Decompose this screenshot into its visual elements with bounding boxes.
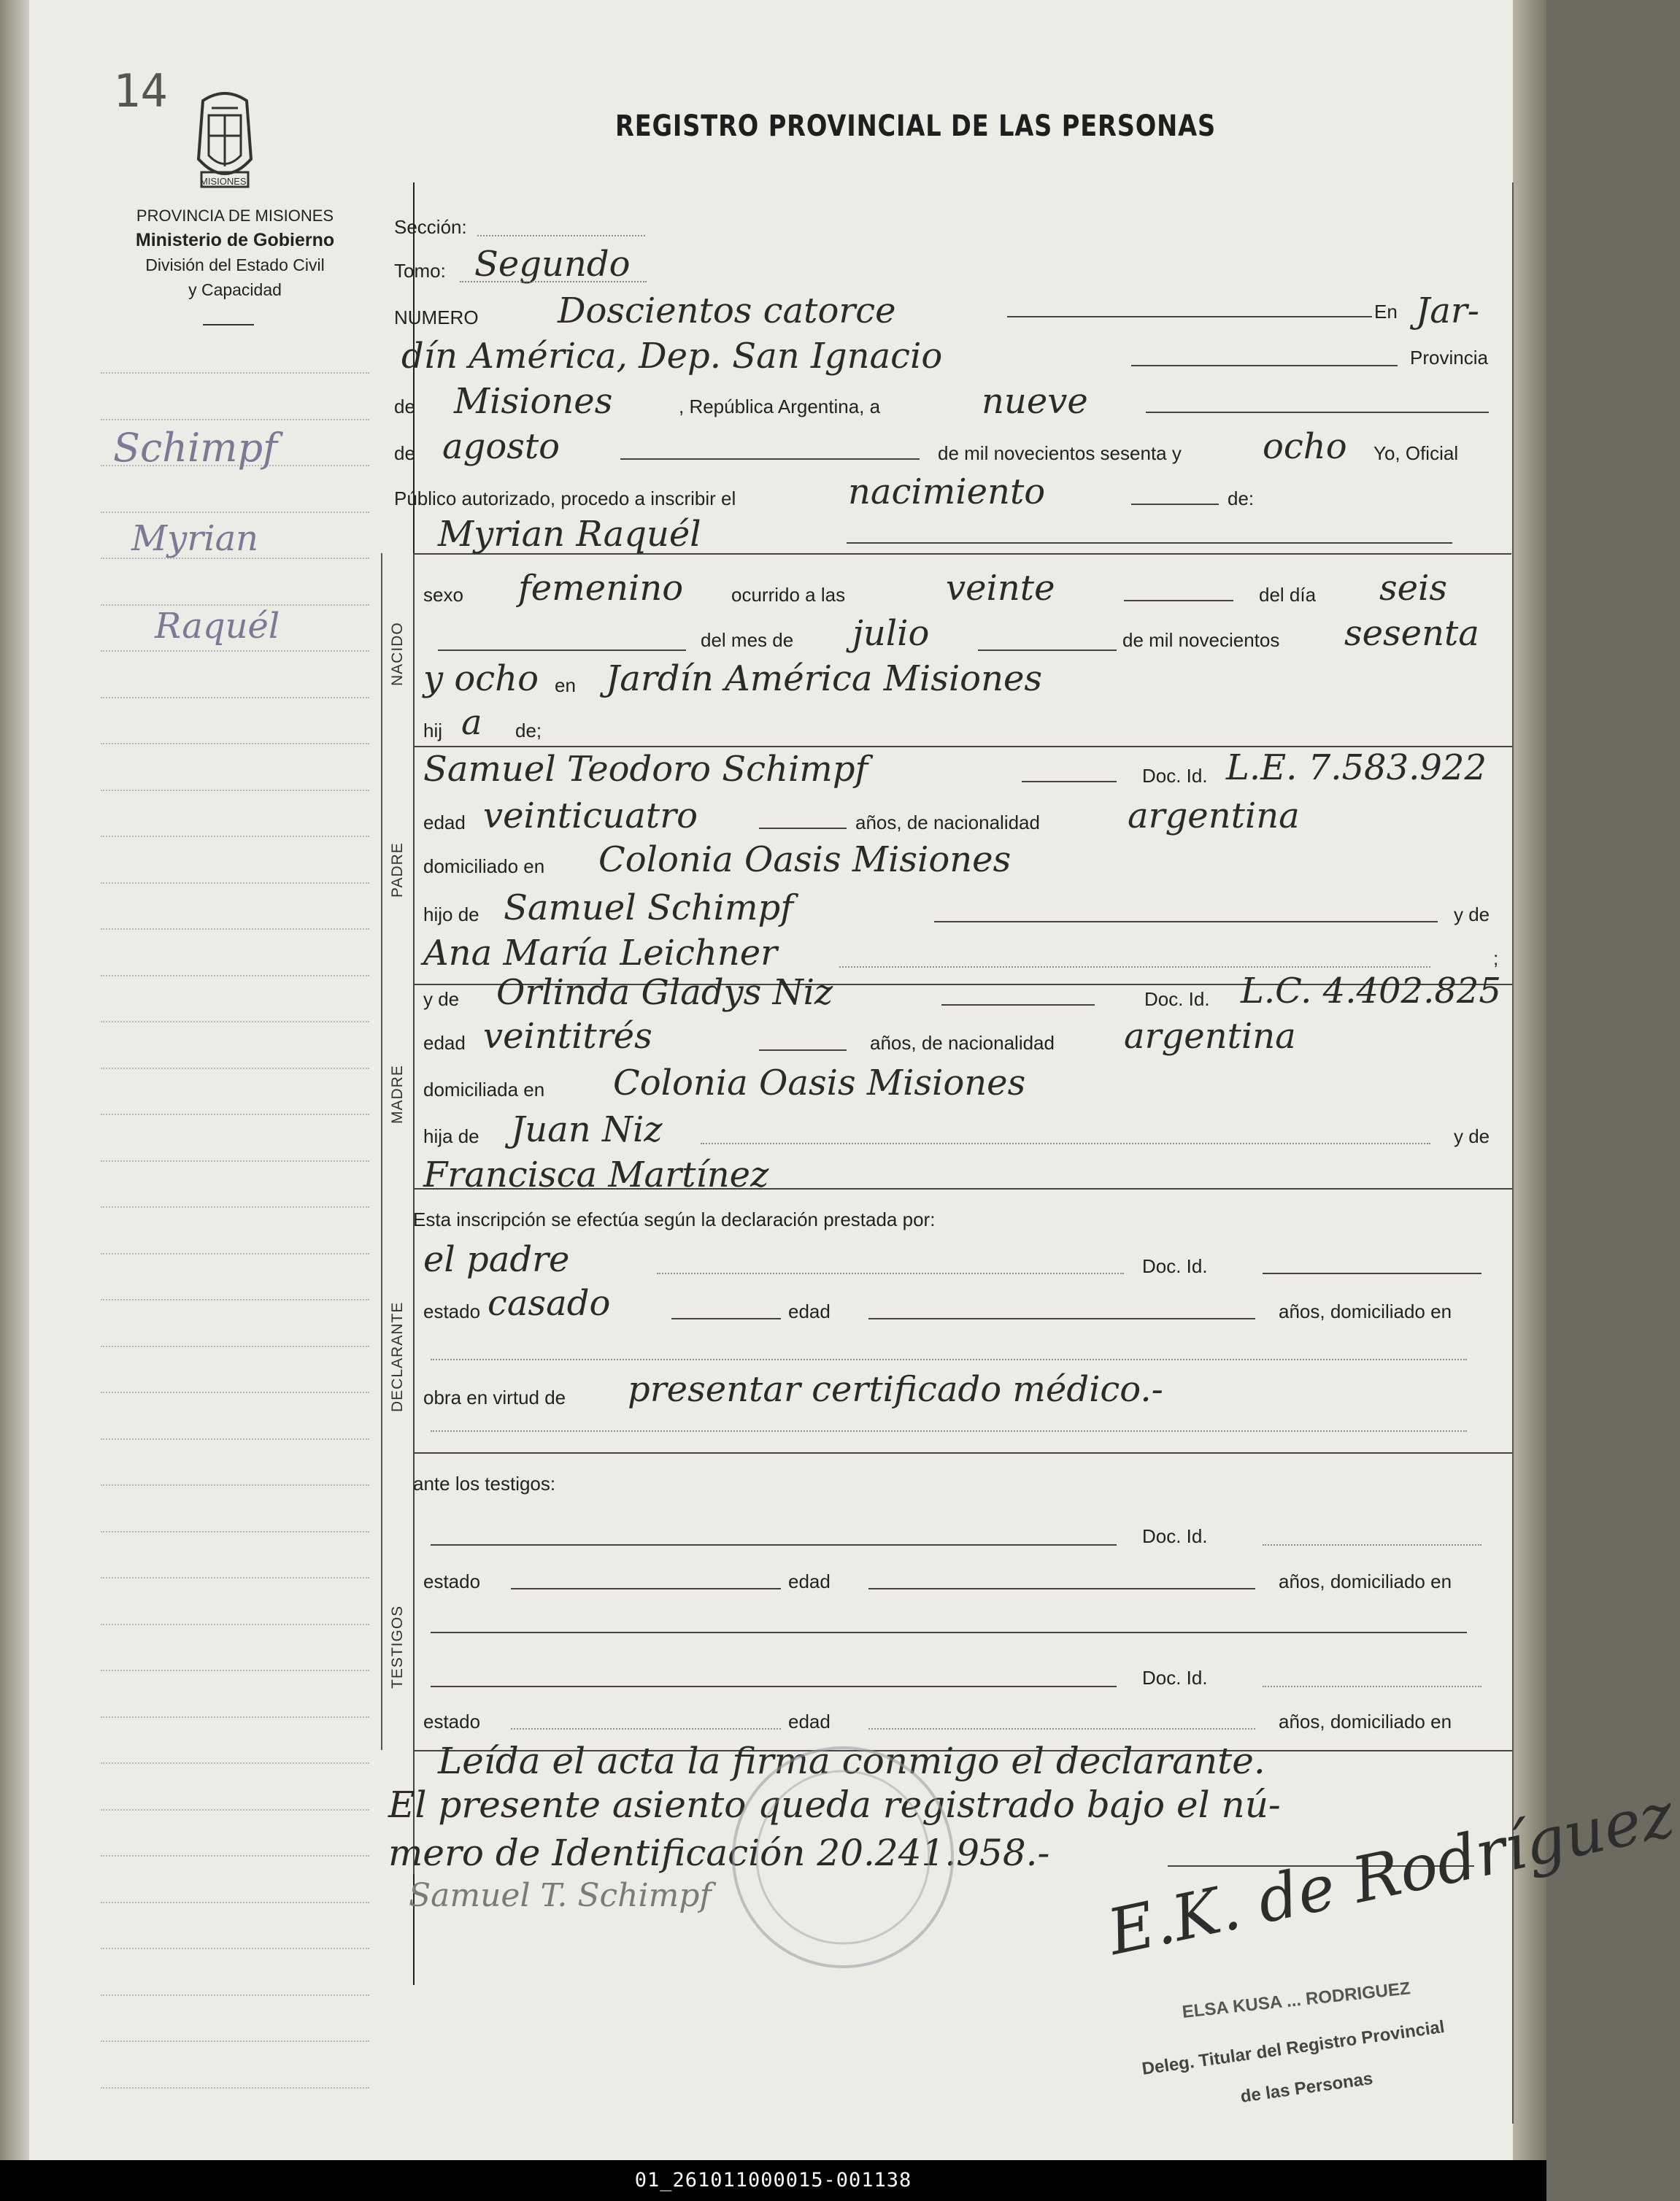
label-de-mil-nov: de mil novecientos xyxy=(1122,629,1280,651)
official-seal-stamp xyxy=(723,1737,963,1978)
value-padre-madre: Ana María Leichner xyxy=(423,933,778,974)
label-testigo2-anos: años, domiciliado en xyxy=(1279,1711,1452,1732)
value-lugar-2: dín América, Dep. San Ignacio xyxy=(401,336,943,377)
label-numero: NUMERO xyxy=(394,307,479,328)
margin-rule-line xyxy=(101,1114,369,1115)
side-label-madre-text: MADRE xyxy=(389,1065,406,1124)
margin-rule-line xyxy=(101,1346,369,1347)
office-divider xyxy=(203,324,254,325)
field-line-mes xyxy=(620,458,920,460)
label-decl-estado: estado xyxy=(423,1300,481,1322)
value-sexo: femenino xyxy=(518,568,684,609)
office-header xyxy=(101,204,369,302)
value-provincia: Misiones xyxy=(454,381,613,422)
margin-rule-line xyxy=(101,882,369,884)
value-anio: ocho xyxy=(1263,426,1347,467)
value-madre-nac: argentina xyxy=(1124,1016,1296,1057)
label-tomo: Tomo: xyxy=(394,260,446,282)
label-ante-testigos: ante los testigos: xyxy=(413,1473,556,1495)
margin-rule-line xyxy=(101,1994,369,1996)
seal-text: MISIONES xyxy=(200,176,247,187)
margin-note-name-2: Raquél xyxy=(155,606,280,647)
label-madre-anos: años, de nacionalidad xyxy=(870,1032,1055,1054)
margin-rule-line xyxy=(101,2087,369,2089)
margin-note-surname: Schimpf xyxy=(113,425,278,471)
label-semicolon: ; xyxy=(1493,947,1499,969)
file-id-footer: 01_261011000015-001138 xyxy=(0,2160,1546,2201)
signature-oficial: E.K. de Rodríguez xyxy=(1101,1778,1680,1970)
label-madre-y-de: y de xyxy=(423,988,460,1010)
margin-rule-line xyxy=(101,1762,369,1764)
field-line-obra xyxy=(431,1430,1467,1432)
label-obra: obra en virtud de xyxy=(423,1387,566,1408)
margin-rule-line xyxy=(101,2040,369,2042)
value-anio-nac-2: y ocho xyxy=(423,658,539,699)
field-line-testigo1-edad xyxy=(868,1588,1255,1589)
field-line-testigo2-estado xyxy=(511,1728,781,1730)
margin-rule-line xyxy=(101,1624,369,1625)
margin-rule-line xyxy=(101,1299,369,1300)
label-en: En xyxy=(1374,301,1398,323)
page-number: 14 xyxy=(113,64,168,117)
stamp-line-1: ELSA KUSA ... RODRIGUEZ xyxy=(1181,1978,1411,2022)
margin-rule-line xyxy=(101,1670,369,1671)
value-acto: nacimiento xyxy=(848,471,1046,512)
field-line-dia xyxy=(1146,412,1489,413)
margin-rule-line xyxy=(101,419,369,420)
field-line-nombre xyxy=(847,542,1452,544)
margin-rule-line xyxy=(101,1438,369,1440)
margin-rule-line xyxy=(101,1021,369,1022)
value-madre-edad: veintitrés xyxy=(483,1016,652,1057)
field-line-padre-padre xyxy=(934,921,1438,922)
margin-rule-line xyxy=(101,1902,369,1903)
office-line-1: PROVINCIA DE MISIONES xyxy=(136,207,334,225)
label-hij: hij xyxy=(423,720,443,741)
field-line-padre-nombre xyxy=(1022,781,1117,782)
label-madre-edad: edad xyxy=(423,1032,466,1054)
label-padre-anos: años, de nacionalidad xyxy=(855,812,1040,833)
field-line-hora xyxy=(1124,600,1233,601)
label-provincia: Provincia xyxy=(1410,347,1488,369)
field-line-testigo1-doc xyxy=(1263,1544,1481,1546)
label-del-mes: del mes de xyxy=(701,629,794,651)
label-decl-anos: años, domiciliado en xyxy=(1279,1300,1452,1322)
declarante-divider xyxy=(413,1452,1512,1454)
office-line-4: y Capacidad xyxy=(188,280,282,299)
label-madre-doc: Doc. Id. xyxy=(1144,988,1210,1010)
value-madre-doc: L.C. 4.402.825 xyxy=(1241,971,1501,1011)
margin-rule-line xyxy=(101,650,369,652)
label-madre-dom: domiciliada en xyxy=(423,1079,545,1100)
value-hij-suffix: a xyxy=(461,702,482,743)
field-line-testigo1-estado xyxy=(511,1588,781,1589)
side-label-declarante-text: DECLARANTE xyxy=(389,1301,406,1412)
field-line-madre-padre xyxy=(701,1143,1430,1144)
margin-rule-line xyxy=(101,1160,369,1162)
field-line-testigo1-dom xyxy=(431,1632,1467,1633)
field-line-pre-mes xyxy=(438,649,686,651)
label-de-mes: de xyxy=(394,442,415,464)
book-spine xyxy=(0,0,29,2160)
value-nombre: Myrian Raquél xyxy=(438,514,701,555)
value-lugar-1: Jar- xyxy=(1416,290,1480,331)
label-yo-oficial: Yo, Oficial xyxy=(1373,442,1459,464)
value-madre-dom: Colonia Oasis Misiones xyxy=(613,1063,1026,1103)
field-line-madre-nombre xyxy=(941,1004,1095,1006)
field-line-testigo2 xyxy=(431,1686,1117,1687)
value-madre-padre: Juan Niz xyxy=(511,1109,663,1150)
closing-line-1: Leída el acta la firma conmigo el declarante. xyxy=(438,1740,1265,1782)
field-line-padre-madre xyxy=(839,966,1430,968)
label-padre-y-de: y de xyxy=(1454,903,1490,925)
field-line-decl-dom xyxy=(431,1359,1467,1360)
field-line-testigo2-edad xyxy=(868,1728,1255,1730)
value-padre-nombre: Samuel Teodoro Schimpf xyxy=(423,749,868,790)
label-padre-hijo-de: hijo de xyxy=(423,903,479,925)
signature-declarante: Samuel T. Schimpf xyxy=(409,1877,712,1914)
office-line-3: División del Estado Civil xyxy=(145,255,325,274)
value-anio-nac-1: sesenta xyxy=(1344,613,1479,654)
label-de-semi: de; xyxy=(515,720,542,741)
margin-rule-line xyxy=(101,1253,369,1254)
label-padre-edad: edad xyxy=(423,812,466,833)
margin-rule-line xyxy=(101,1206,369,1208)
field-line-mes-nac xyxy=(978,649,1117,651)
label-testigo2-doc: Doc. Id. xyxy=(1142,1667,1208,1689)
field-line-lugar xyxy=(1131,365,1398,366)
margin-rule-line xyxy=(101,512,369,513)
field-line-testigo2-doc xyxy=(1263,1686,1481,1687)
margin-rule-line xyxy=(101,1948,369,1949)
value-obra: presentar certificado médico.- xyxy=(628,1369,1163,1410)
margin-rule-line xyxy=(101,1484,369,1486)
margin-rule-line xyxy=(101,372,369,374)
stamp-line-3: de las Personas xyxy=(1239,2068,1374,2107)
label-seccion: Sección: xyxy=(394,216,467,238)
section-label-column xyxy=(381,553,382,1750)
office-line-2: Ministerio de Gobierno xyxy=(135,230,335,250)
field-line-numero xyxy=(1007,316,1372,317)
label-sexo: sexo xyxy=(423,584,463,606)
label-testigo1-estado: estado xyxy=(423,1570,481,1592)
margin-rule-line xyxy=(101,1716,369,1718)
stamp-line-2: Deleg. Titular del Registro Provincial xyxy=(1141,2016,1446,2079)
label-decl-doc: Doc. Id. xyxy=(1142,1255,1208,1277)
field-line-madre-edad xyxy=(759,1049,847,1051)
value-dia-nac: seis xyxy=(1379,568,1448,609)
field-line-seccion xyxy=(477,235,645,236)
label-testigo2-edad: edad xyxy=(788,1711,831,1732)
margin-rule-line xyxy=(101,1855,369,1857)
margin-rule-line xyxy=(101,836,369,837)
margin-rule-line xyxy=(101,697,369,698)
margin-rule-line xyxy=(101,1531,369,1533)
label-del-dia: del día xyxy=(1259,584,1317,606)
value-padre-dom: Colonia Oasis Misiones xyxy=(598,839,1012,880)
label-madre-y-de: y de xyxy=(1454,1125,1490,1147)
value-numero: Doscientos catorce xyxy=(558,290,896,331)
label-madre-hija-de: hija de xyxy=(423,1125,479,1147)
value-dia: nueve xyxy=(982,381,1088,422)
label-republica: , República Argentina, a xyxy=(679,396,881,417)
label-de-provincia: de xyxy=(394,396,415,417)
label-testigo1-anos: años, domiciliado en xyxy=(1279,1570,1452,1592)
value-mes: agosto xyxy=(442,426,560,467)
value-padre-padre: Samuel Schimpf xyxy=(504,887,793,928)
field-line-testigo1 xyxy=(431,1544,1117,1546)
label-ocurrido: ocurrido a las xyxy=(731,584,846,606)
label-de-mil: de mil novecientos sesenta y xyxy=(938,442,1182,464)
margin-rule-line xyxy=(101,790,369,791)
margin-rule-line xyxy=(101,1809,369,1811)
value-declarante: el padre xyxy=(423,1239,570,1280)
sidebar-separator xyxy=(413,553,415,1750)
closing-line-2: El presente asiento queda registrado bajo el nú- xyxy=(388,1784,1281,1826)
closing-line-3: mero de Identificación 20.241.958.- xyxy=(388,1832,1050,1874)
label-de-colon: de: xyxy=(1228,487,1255,509)
margin-rule-line xyxy=(101,1068,369,1069)
field-line-acto xyxy=(1131,504,1219,505)
margin-rule-line xyxy=(101,928,369,930)
margin-rule-line xyxy=(101,743,369,744)
margin-rule-line xyxy=(101,1577,369,1579)
value-lugar-nac: Jardín América Misiones xyxy=(606,658,1043,699)
field-line-decl-edad xyxy=(868,1318,1255,1319)
field-line-declarante xyxy=(657,1273,1124,1274)
document-title: REGISTRO PROVINCIAL DE LAS PERSONAS xyxy=(615,109,1217,143)
value-hora: veinte xyxy=(946,568,1055,609)
label-decl-edad: edad xyxy=(788,1300,831,1322)
field-line-decl-estado xyxy=(671,1318,781,1319)
field-line-decl-doc xyxy=(1263,1273,1481,1274)
margin-rule-line xyxy=(101,975,369,976)
field-line-tomo xyxy=(460,281,647,282)
label-en-lugar: en xyxy=(555,674,576,696)
label-esta-inscripcion: Esta inscripción se efectúa según la declaración prestada por: xyxy=(413,1209,936,1230)
margin-rule-line xyxy=(101,1392,369,1393)
label-testigo1-edad: edad xyxy=(788,1570,831,1592)
field-line-padre-edad xyxy=(759,828,847,829)
value-padre-nac: argentina xyxy=(1128,795,1300,836)
value-madre-nombre: Orlinda Gladys Niz xyxy=(496,972,833,1013)
side-label-nacido-text: NACIDO xyxy=(389,622,406,686)
value-padre-edad: veinticuatro xyxy=(483,795,698,836)
value-mes-nac: julio xyxy=(852,613,930,654)
value-decl-estado: casado xyxy=(488,1283,611,1324)
side-label-testigos-text: TESTIGOS xyxy=(389,1605,406,1689)
value-madre-madre: Francisca Martínez xyxy=(423,1155,769,1195)
label-testigo2-estado: estado xyxy=(423,1711,481,1732)
side-label-padre-text: PADRE xyxy=(389,842,406,898)
value-padre-doc: L.E. 7.583.922 xyxy=(1226,747,1487,788)
margin-note-name-1: Myrian xyxy=(131,518,259,559)
label-publico: Público autorizado, procedo a inscribir el xyxy=(394,487,736,509)
label-padre-doc: Doc. Id. xyxy=(1142,765,1208,787)
label-testigo1-doc: Doc. Id. xyxy=(1142,1525,1208,1547)
value-tomo: Segundo xyxy=(474,244,631,285)
label-padre-dom: domiciliado en xyxy=(423,855,545,877)
